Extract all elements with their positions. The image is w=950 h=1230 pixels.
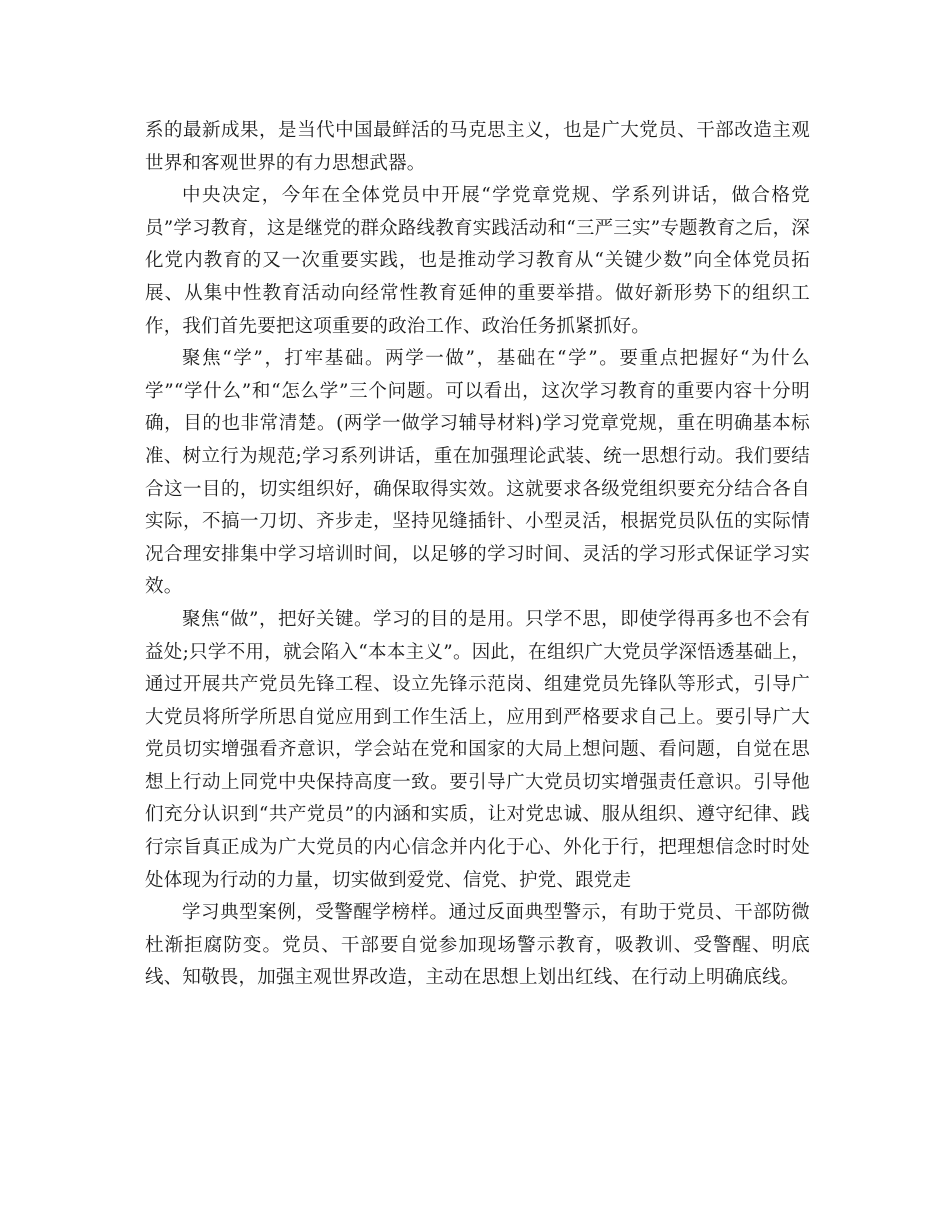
paragraph-5: 学习典型案例，受警醒学榜样。通过反面典型警示，有助于党员、干部防微杜渐拒腐防变。党员、干部要自觉参加现场警示教育，吸教训、受警醒、明底线、知敬畏，加强主观世界改造，主动在思想上划出红线、在行动上明确底线。: [145, 902, 810, 989]
document-page: [145, 115, 810, 995]
paragraph-2: 中央决定，今年在全体党员中开展“学党章党规、学系列讲话，做合格党员”学习教育，这是继党的群众路线教育实践活动和“三严三实”专题教育之后，深化党内教育的又一次重要实践，也是推动学习教育从“关键少数”向全体党员拓展、从集中性教育活动向经常性教育延伸的重要举措。做好新形势下的组织工作，我们首先要把这项重要的政治工作、政治任务抓紧抓好。: [145, 185, 810, 337]
paragraph-1: 系的最新成果，是当代中国最鲜活的马克思主义，也是广大党员、干部改造主观世界和客观世界的有力思想武器。: [145, 120, 810, 174]
paragraph-3: 聚焦“学”，打牢基础。两学一做”，基础在“学”。要重点把握好“为什么学”“学什么”和“怎么学”三个问题。可以看出，这次学习教育的重要内容十分明确，目的也非常清楚。(两学一做学习辅导材料)学习党章党规，重在明确基本标准、树立行为规范;学习系列讲话，重在加强理论武装、统一思想行动。我们要结合这一目的，切实组织好，确保取得实效。这就要求各级党组织要充分结合各自实际，不搞一刀切、齐步走，坚持见缝插针、小型灵活，根据党员队伍的实际情况合理安排集中学习培训时间，以足够的学习时间、灵活的学习形式保证学习实效。: [145, 348, 810, 598]
paragraph-4: 聚焦“做”，把好关键。学习的目的是用。只学不思，即使学得再多也不会有益处;只学不用，就会陷入“本本主义”。因此，在组织广大党员学深悟透基础上，通过开展共产党员先锋工程、设立先锋示范岗、组建党员先锋队等形式，引导广大党员将所学所思自觉应用到工作生活上，应用到严格要求自己上。要引导广大党员切实增强看齐意识，学会站在党和国家的大局上想问题、看问题，自觉在思想上行动上同党中央保持高度一致。要引导广大党员切实增强责任意识。引导他们充分认识到“共产党员”的内涵和实质，让对党忠诚、服从组织、遵守纪律、践行宗旨真正成为广大党员的内心信念并内化于心、外化于行，把理想信念时时处处体现为行动的力量，切实做到爱党、信党、护党、跟党走: [145, 608, 810, 891]
